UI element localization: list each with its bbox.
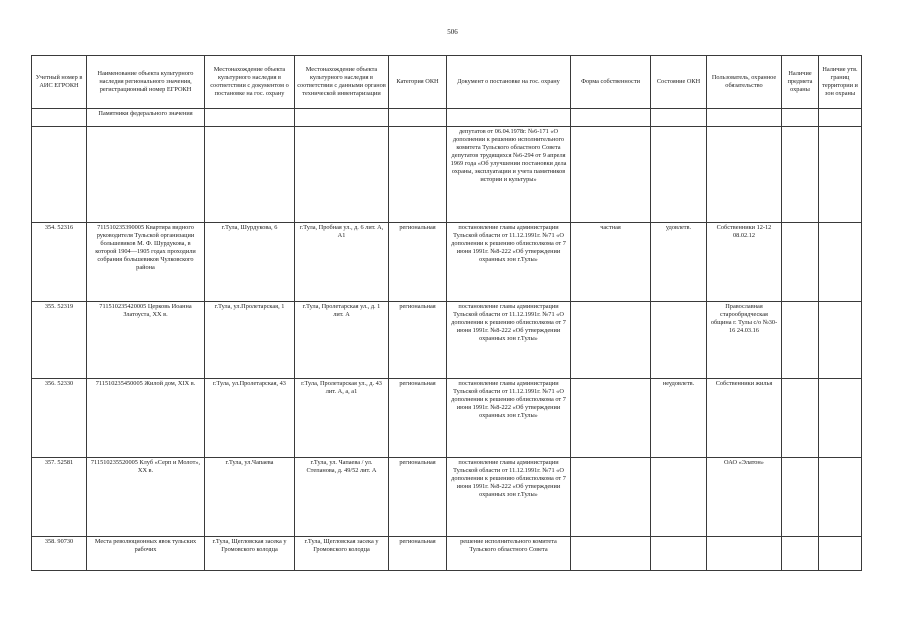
condition: [651, 458, 707, 537]
user: Собственники жилья: [707, 379, 782, 458]
header-cell: Наименование объекта культурного наследия регионального значения, регистрационный номер ЕГРОКН: [87, 56, 205, 109]
category: региональная: [389, 379, 447, 458]
location-document: г.Тула, ул.Пролетарская, 43: [205, 379, 295, 458]
category: региональная: [389, 458, 447, 537]
ownership: [571, 379, 651, 458]
record-number: 354. 52316: [32, 223, 87, 302]
continuation-document-cell: депутатов от 06.04.1978г. №6-171 «О дополнении к решению исполнительного комитета Тульского областного Совета депутатов трудящихся №6-294 от 9 апреля 1969 года «Об улучшении постановки дела охраны, эксплуатации и учета памятников истории и культуры»: [447, 127, 571, 223]
ownership: [571, 458, 651, 537]
table-row: [32, 223, 862, 302]
location-document: г.Тула, ул.Пролетарская, 1: [205, 302, 295, 379]
category: региональная: [389, 537, 447, 571]
header-cell: Форма собственности: [571, 56, 651, 109]
table-row: [32, 537, 862, 571]
protection-document: постановление главы администрации Тульской области от 11.12.1991г. №71 «О дополнении к решению облисполкома от 7 июня 1991г. №8-222 «Об утверждении охранных зон г.Тулы»: [447, 302, 571, 379]
protection-subject: [782, 379, 819, 458]
category: региональная: [389, 223, 447, 302]
protection-subject: [782, 223, 819, 302]
location-document: г.Тула, Щегловская засека у Громовского колодца: [205, 537, 295, 571]
condition: [651, 302, 707, 379]
subheader-cell: Памятники федерального значения: [87, 109, 205, 127]
protection-subject: [782, 302, 819, 379]
protection-document: решение исполнительного комитета Тульского областного Совета: [447, 537, 571, 571]
object-name: Места революционных явок тульских рабочих: [87, 537, 205, 571]
object-name: 711510235390005 Квартира видного руководителя Тульской организации большевиков М. Ф. Шурдукова, в которой 1904—1905 годах проходили собрания большевиков Чулковского района: [87, 223, 205, 302]
user: [707, 537, 782, 571]
page-number: 506: [447, 28, 458, 36]
approved-borders: [819, 458, 862, 537]
ownership: [571, 537, 651, 571]
header-cell: Состояние ОКН: [651, 56, 707, 109]
user: ОАО «Элатон»: [707, 458, 782, 537]
table-row: [32, 379, 862, 458]
subheader-row: [32, 109, 862, 127]
protection-document: постановление главы администрации Тульской области от 11.12.1991г. №71 «О дополнении к решению облисполкома от 7 июня 1991г. №8-222 «Об утверждении охранных зон г.Тулы»: [447, 458, 571, 537]
record-number: 358. 90730: [32, 537, 87, 571]
object-name: 711510235450005 Жилой дом, XIX в.: [87, 379, 205, 458]
protection-document: постановление главы администрации Тульской области от 11.12.1991г. №71 «О дополнении к решению облисполкома от 7 июня 1991г. №8-222 «Об утверждении охранных зон г.Тулы»: [447, 223, 571, 302]
approved-borders: [819, 223, 862, 302]
record-number: 356. 52330: [32, 379, 87, 458]
object-name: 711510235520005 Клуб «Серп и Молот», XX в.: [87, 458, 205, 537]
ownership: [571, 302, 651, 379]
header-cell: Наличие предмета охраны: [782, 56, 819, 109]
object-name: 711510235420005 Церковь Иоанна Златоуста, XX в.: [87, 302, 205, 379]
condition: удовлетв.: [651, 223, 707, 302]
header-cell: Местонахождение объекта культурного наследия в соответствии с данными органов технической инвентаризации: [295, 56, 389, 109]
location-document: г.Тула, ул.Чапаева: [205, 458, 295, 537]
location-technical: г.Тула, ул. Чапаева / ул. Степанова, д. 49/52 лит. А: [295, 458, 389, 537]
header-cell: Пользователь, охранное обязательство: [707, 56, 782, 109]
header-row: [32, 56, 862, 109]
table-row: [32, 458, 862, 537]
user: Собственники 12-12 08.02.12: [707, 223, 782, 302]
category: региональная: [389, 302, 447, 379]
protection-subject: [782, 458, 819, 537]
header-cell: Категория ОКН: [389, 56, 447, 109]
header-cell: Документ о постановке на гос. охрану: [447, 56, 571, 109]
approved-borders: [819, 537, 862, 571]
header-cell: Наличие утв. границ территории и зон охраны: [819, 56, 862, 109]
header-cell: Местонахождение объекта культурного наследия в соответствии с документом о постановке на гос. охрану: [205, 56, 295, 109]
location-technical: г.Тула, Пробная ул., д. 6 лит. А, А1: [295, 223, 389, 302]
record-number: 355. 52319: [32, 302, 87, 379]
protection-document: постановление главы администрации Тульской области от 11.12.1991г. №71 «О дополнении к решению облисполкома от 7 июня 1991г. №8-222 «Об утверждении охранных зон г.Тулы»: [447, 379, 571, 458]
location-technical: г.Тула, Пролетарская ул., д. 43 лит. А, а, а1: [295, 379, 389, 458]
location-technical: г.Тула, Пролетарская ул., д. 1 лит. А: [295, 302, 389, 379]
ownership: частная: [571, 223, 651, 302]
approved-borders: [819, 302, 862, 379]
condition: [651, 537, 707, 571]
protection-subject: [782, 537, 819, 571]
heritage-registry-table: [31, 55, 862, 571]
table-row: [32, 302, 862, 379]
continuation-row: [32, 127, 862, 223]
user: Православная старообрядческая община г. Тулы с/о №30-16 24.03.16: [707, 302, 782, 379]
record-number: 357. 52581: [32, 458, 87, 537]
header-cell: Учетный номер в АИС ЕГРОКН: [32, 56, 87, 109]
condition: неудовлетв.: [651, 379, 707, 458]
approved-borders: [819, 379, 862, 458]
location-document: г.Тула, Шурдукова, 6: [205, 223, 295, 302]
location-technical: г.Тула, Щегловская засека у Громовского колодца: [295, 537, 389, 571]
